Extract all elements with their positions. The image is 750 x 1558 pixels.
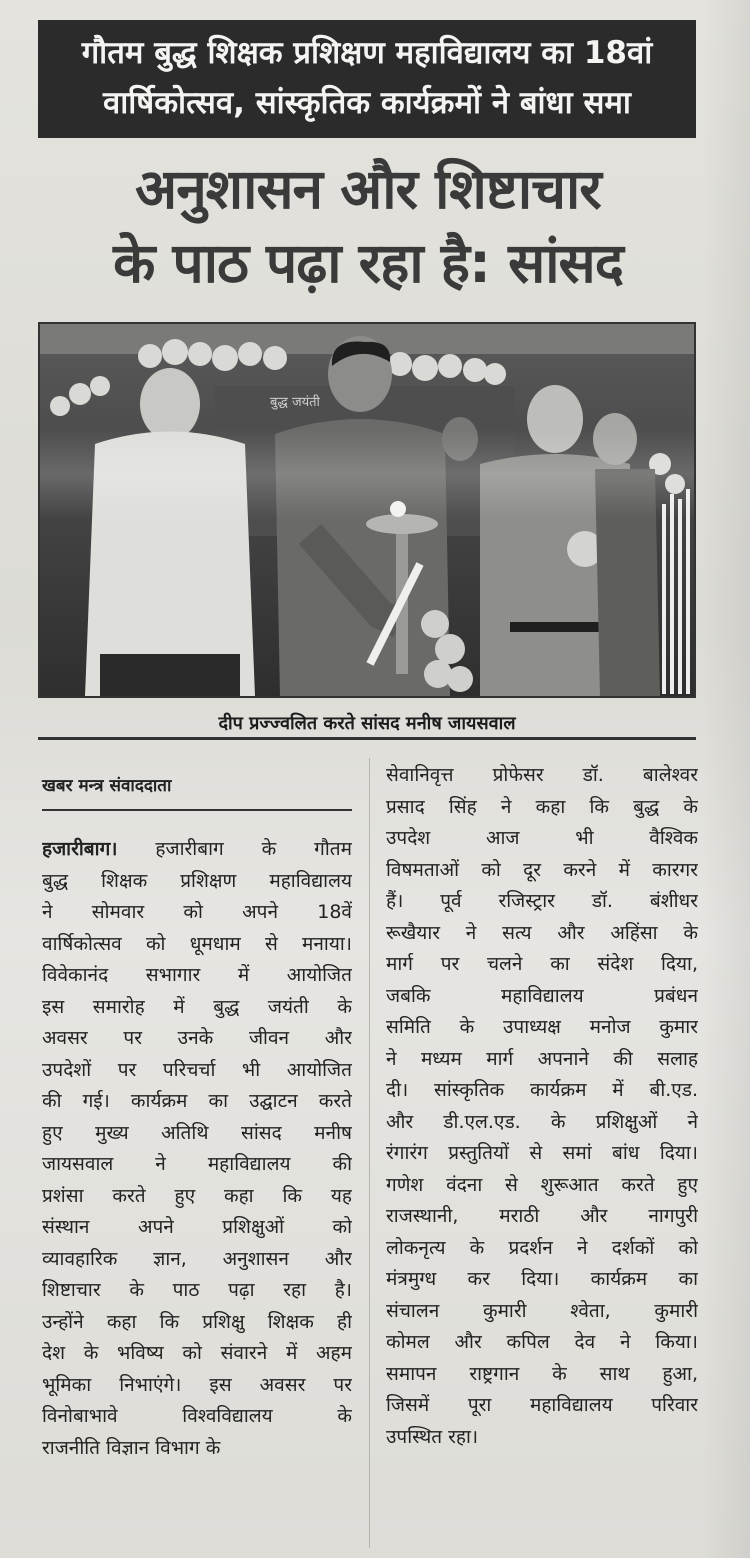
article-line: ने सोमवार को अपने 18वें [42,901,352,923]
article-line: विनोबाभावे विश्वविद्यालय के [42,1405,352,1427]
article-line: समिति के उपाध्यक्ष मनोज कुमार [386,1016,698,1038]
kicker-banner [38,20,696,138]
article-line: संस्थान अपने प्रशिक्षुओं को [42,1216,352,1238]
news-photo [38,322,696,698]
article-line: हजारीबाग। हजारीबाग के गौतम [42,838,352,860]
banner-text: बुद्ध जयंती [270,395,320,410]
article-line: उपस्थित रहा। [386,1425,479,1448]
fold-glare [40,429,694,519]
headline [38,152,698,300]
article-line: दी। सांस्कृतिक कार्यक्रम में बी.एड. [386,1079,698,1101]
article-line: उपदेश आज भी वैश्विक [386,827,698,849]
article-line: विषमताओं को दूर करने में कारगर [386,858,698,881]
kicker-line-1: गौतम बुद्ध शिक्षक प्रशिक्षण महाविद्यालय का 18वां [81,35,653,71]
article-line: हैं। पूर्व रजिस्ट्रार डॉ. बंशीधर [386,890,698,912]
article-line: उपदेशों पर परिचर्चा भी आयोजित [42,1058,352,1081]
article-line: वार्षिकोत्सव को धूमधाम से मनाया। [42,932,352,955]
article-line: लोकनृत्य के प्रदर्शन ने दर्शकों को [386,1236,698,1259]
article-line: अवसर पर उनके जीवन और [42,1027,352,1049]
dateline: हजारीबाग। [42,838,118,860]
article-line: मार्ग पर चलने का संदेश दिया, [386,953,698,975]
article-line: रंगारंग प्रस्तुतियों से समां बांध दिया। [386,1142,698,1164]
article-line: मंत्रमुग्ध कर दिया। कार्यक्रम का [386,1268,698,1290]
article-line: हुए मुख्य अतिथि सांसद मनीष [42,1121,352,1144]
headline-line-2: के पाठ पढ़ा रहा है: सांसद [113,231,623,295]
byline: खबर मन्त्र संवाददाता [42,773,352,811]
article-column-left [42,834,352,1464]
article-line: जिसमें पूरा महाविद्यालय परिवार [386,1394,698,1416]
article-line: इस समारोह में बुद्ध जयंती के [42,995,352,1018]
column-divider [369,758,370,1548]
article-line: शिष्टाचार के पाठ पढ़ा रहा है। [42,1279,352,1301]
article-line: प्रशंसा करते हुए कहा कि यह [42,1184,352,1207]
article-line: समापन राष्ट्रगान के साथ हुआ, [386,1362,698,1385]
article-line: भूमिका निभाएंगे। इस अवसर पर [42,1373,352,1396]
page-fold-shadow [702,0,750,1558]
article-line: राजनीति विज्ञान विभाग के [42,1436,221,1459]
article-line: प्रसाद सिंह ने कहा कि बुद्ध के [386,795,698,818]
article-line: ने मध्यम मार्ग अपनाने की सलाह [386,1047,698,1070]
photo-caption: दीप प्रज्ज्वलित करते सांसद मनीष जायसवाल [38,708,696,740]
article-line: की गई। कार्यक्रम का उद्घाटन करते [42,1090,352,1112]
article-line: और डी.एल.एड. के प्रशिक्षुओं ने [386,1110,698,1133]
article-line: गणेश वंदना से शुरूआत करते हुए [386,1173,698,1196]
article-line: राजस्थानी, मराठी और नागपुरी [386,1205,698,1227]
article-line: सेवानिवृत्त प्रोफेसर डॉ. बालेश्वर [386,764,698,786]
photo-illustration [40,324,694,696]
headline-line-1: अनुशासन और शिष्टाचार [135,157,601,221]
article-line: कोमल और कपिल देव ने किया। [386,1331,698,1353]
article-line: संचालन कुमारी श्वेता, कुमारी [386,1299,698,1322]
article-line: रूखैयार ने सत्य और अहिंसा के [386,921,698,944]
kicker-line-2: वार्षिकोत्सव, सांस्कृतिक कार्यक्रमों ने बांधा समा [103,85,631,121]
article-line: उन्होंने कहा कि प्रशिक्षु शिक्षक ही [42,1310,352,1333]
article-line: जबकि महाविद्यालय प्रबंधन [386,984,698,1007]
article-line: व्यावहारिक ज्ञान, अनुशासन और [42,1247,352,1270]
article-column-right [386,760,698,1453]
article-line: देश के भविष्य को संवारने में अहम [42,1342,352,1364]
article-line: विवेकानंद सभागार में आयोजित [42,964,352,986]
article-line: जायसवाल ने महाविद्यालय की [42,1153,352,1175]
article-line: बुद्ध शिक्षक प्रशिक्षण महाविद्यालय [42,869,352,892]
